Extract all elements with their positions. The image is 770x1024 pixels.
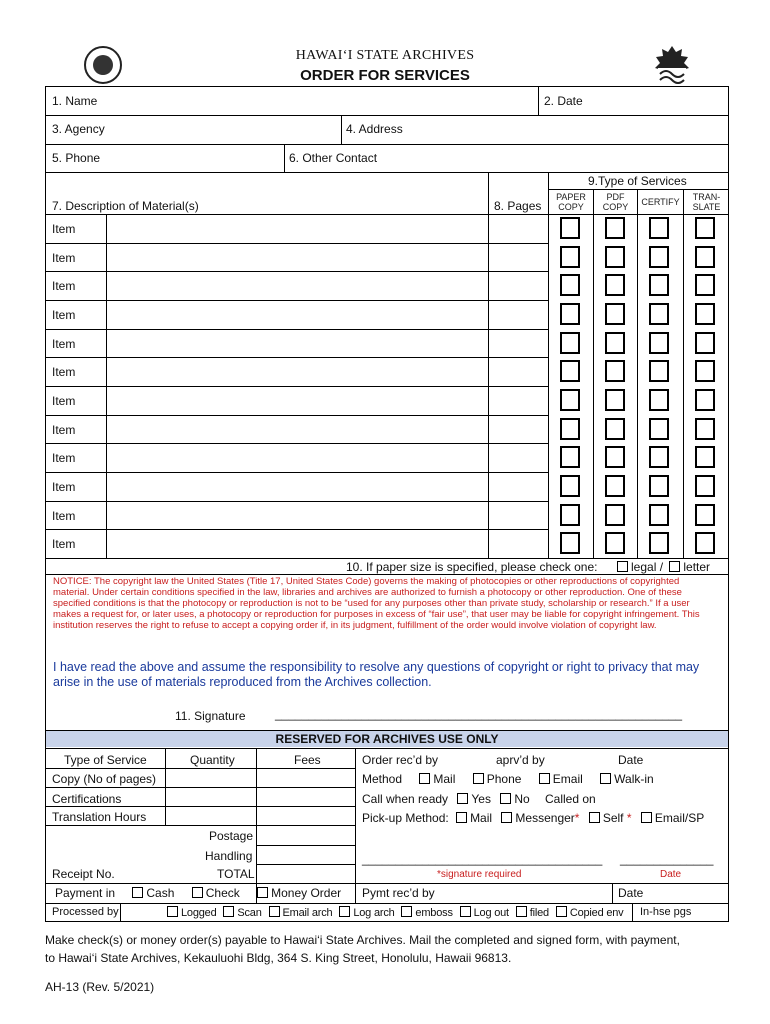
- certify-box[interactable]: [649, 246, 669, 268]
- certify-box[interactable]: [649, 303, 669, 325]
- phone-label: 5. Phone: [52, 151, 101, 165]
- legal-label: legal /: [631, 560, 664, 574]
- translate-box[interactable]: [695, 274, 715, 296]
- item-pages-field[interactable]: [490, 474, 546, 499]
- translate-box[interactable]: [695, 303, 715, 325]
- certify-box[interactable]: [649, 360, 669, 382]
- processing-steps: [167, 906, 623, 919]
- date-field[interactable]: [590, 88, 720, 113]
- method-email-checkbox[interactable]: [539, 773, 550, 784]
- item-pages-field[interactable]: [490, 503, 546, 528]
- item-description-field[interactable]: [108, 302, 486, 327]
- acknowledgement-text: I have read the above and assume the responsibility to resolve any questions of copyright or right to privacy that may arise in the use of materials reproduced from the Archives collection.: [53, 660, 700, 689]
- signature-line[interactable]: _____________________________________________________________: [275, 707, 683, 721]
- item-pages-field[interactable]: [490, 445, 546, 470]
- item-pages-field[interactable]: [490, 273, 546, 298]
- call-no-label: No: [514, 792, 530, 806]
- agency-label: 3. Agency: [52, 122, 105, 136]
- pickup-emailsp-label: Email/SP: [654, 811, 705, 825]
- pickup-date-line[interactable]: ______________: [620, 852, 714, 866]
- item-description-field[interactable]: [108, 388, 486, 413]
- paper-copy-box[interactable]: [560, 389, 580, 411]
- logged-label: Logged: [181, 907, 217, 919]
- item-label: Item: [52, 279, 76, 293]
- certify-box[interactable]: [649, 217, 669, 239]
- other-contact-field[interactable]: [390, 146, 722, 170]
- payment-in-label: Payment in: [55, 886, 116, 900]
- pdf-copy-box[interactable]: [605, 389, 625, 411]
- certify-header: CERTIFY: [641, 197, 680, 207]
- copy-pages-label: Copy (No of pages): [52, 772, 157, 786]
- paper-copy-box[interactable]: [560, 418, 580, 440]
- pdf-copy-box[interactable]: [605, 360, 625, 382]
- total-label: TOTAL: [217, 867, 255, 881]
- certify-box[interactable]: [649, 532, 669, 554]
- payment-row: [55, 886, 341, 900]
- pickup-signature-line[interactable]: ____________________________________: [362, 852, 603, 866]
- item-label: Item: [52, 251, 76, 265]
- date-label: 2. Date: [544, 94, 583, 108]
- paper-copy-box[interactable]: [560, 360, 580, 382]
- pickup-method-label: Pick-up Method:: [362, 811, 449, 825]
- log-out-checkbox[interactable]: [460, 906, 471, 917]
- item-label: Item: [52, 537, 76, 551]
- item-description-field[interactable]: [108, 245, 486, 270]
- letter-label: letter: [683, 560, 711, 574]
- translate-box[interactable]: [695, 475, 715, 497]
- form-id: AH-13 (Rev. 5/2021): [45, 980, 155, 994]
- pdf-copy-box[interactable]: [605, 274, 625, 296]
- translate-box[interactable]: [695, 532, 715, 554]
- item-label: Item: [52, 337, 76, 351]
- certify-box[interactable]: [649, 274, 669, 296]
- type-of-services-label: 9.Type of Services: [588, 174, 687, 188]
- translate-box[interactable]: [695, 360, 715, 382]
- emboss-checkbox[interactable]: [401, 906, 412, 917]
- pickup-messenger-label: Messenger: [515, 811, 575, 825]
- letter-checkbox[interactable]: [669, 561, 680, 572]
- money-order-label: Money Order: [271, 886, 342, 900]
- pdf-copy-box[interactable]: [605, 303, 625, 325]
- call-row: [362, 792, 596, 806]
- copied-env-checkbox[interactable]: [556, 906, 567, 917]
- item-pages-field[interactable]: [490, 302, 546, 327]
- pickup-emailsp-checkbox[interactable]: [641, 812, 652, 823]
- certify-box[interactable]: [649, 446, 669, 468]
- item-pages-field[interactable]: [490, 245, 546, 270]
- description-label: 7. Description of Material(s): [52, 199, 199, 213]
- address-field[interactable]: [412, 117, 722, 142]
- item-description-field[interactable]: [108, 331, 486, 356]
- inhse-pages-label: In-hse pgs: [640, 906, 692, 918]
- paper-copy-box[interactable]: [560, 274, 580, 296]
- call-yes-checkbox[interactable]: [457, 793, 468, 804]
- payment-instructions-line1: Make check(s) or money order(s) payable to Hawai‘i State Archives. Mail the completed and signed form, with payment,: [45, 933, 680, 947]
- paper-copy-box[interactable]: [560, 332, 580, 354]
- translate-box[interactable]: [695, 389, 715, 411]
- messenger-asterisk: *: [574, 811, 580, 825]
- item-label: Item: [52, 480, 76, 494]
- cash-label: Cash: [146, 886, 175, 900]
- pickup-mail-label: Mail: [470, 811, 493, 825]
- log-arch-checkbox[interactable]: [339, 906, 350, 917]
- filed-checkbox[interactable]: [516, 906, 527, 917]
- paper-copy-header: PAPER COPY: [556, 192, 586, 212]
- item-label: Item: [52, 222, 76, 236]
- signature-required-note: *signature required: [437, 869, 522, 880]
- method-row: [362, 772, 654, 786]
- pdf-copy-box[interactable]: [605, 217, 625, 239]
- pdf-copy-box[interactable]: [605, 418, 625, 440]
- item-pages-field[interactable]: [490, 331, 546, 356]
- method-mail-checkbox[interactable]: [419, 773, 430, 784]
- cash-checkbox[interactable]: [132, 887, 143, 898]
- pdf-copy-box[interactable]: [605, 532, 625, 554]
- item-label: Item: [52, 423, 76, 437]
- logged-checkbox[interactable]: [167, 906, 178, 917]
- page-title: ORDER FOR SERVICES: [300, 67, 470, 84]
- email-arch-label: Email arch: [282, 907, 333, 919]
- method-phone-checkbox[interactable]: [473, 773, 484, 784]
- item-label: Item: [52, 394, 76, 408]
- paper-copy-box[interactable]: [560, 303, 580, 325]
- address-label: 4. Address: [346, 122, 403, 136]
- self-asterisk: *: [626, 811, 632, 825]
- paper-copy-box[interactable]: [560, 246, 580, 268]
- name-label: 1. Name: [52, 94, 98, 108]
- method-mail-label: Mail: [433, 772, 456, 786]
- item-description-field[interactable]: [108, 417, 486, 442]
- translate-box[interactable]: [695, 332, 715, 354]
- log-out-label: Log out: [473, 907, 509, 919]
- call-no-checkbox[interactable]: [500, 793, 511, 804]
- item-label: Item: [52, 509, 76, 523]
- email-arch-checkbox[interactable]: [269, 906, 280, 917]
- scan-label: Scan: [237, 907, 262, 919]
- method-walkin-label: Walk-in: [614, 772, 654, 786]
- paper-copy-box[interactable]: [560, 446, 580, 468]
- postage-label: Postage: [209, 829, 254, 843]
- call-yes-label: Yes: [471, 792, 491, 806]
- item-description-field[interactable]: [108, 273, 486, 298]
- legal-checkbox[interactable]: [617, 561, 628, 572]
- item-label: Item: [52, 308, 76, 322]
- method-walkin-checkbox[interactable]: [600, 773, 611, 784]
- item-label: Item: [52, 365, 76, 379]
- item-pages-field[interactable]: [490, 388, 546, 413]
- item-description-field[interactable]: [108, 216, 486, 241]
- check-checkbox[interactable]: [192, 887, 203, 898]
- certify-box[interactable]: [649, 504, 669, 526]
- pickup-self-checkbox[interactable]: [589, 812, 600, 823]
- pdf-copy-box[interactable]: [605, 446, 625, 468]
- quantity-header: Quantity: [190, 753, 235, 767]
- translate-box[interactable]: [695, 217, 715, 239]
- translate-box[interactable]: [695, 446, 715, 468]
- translation-hours-label: Translation Hours: [52, 810, 147, 824]
- agency-title: HAWAI‘I STATE ARCHIVES: [295, 48, 475, 63]
- method-label: Method: [362, 772, 403, 786]
- paper-copy-box[interactable]: [560, 475, 580, 497]
- log-arch-label: Log arch: [353, 907, 395, 919]
- paper-copy-box[interactable]: [560, 217, 580, 239]
- phone-field[interactable]: [110, 146, 280, 170]
- scan-checkbox[interactable]: [223, 906, 234, 917]
- item-description-field[interactable]: [108, 474, 486, 499]
- paper-copy-box[interactable]: [560, 504, 580, 526]
- pickup-self-label: Self: [602, 811, 624, 825]
- item-description-field[interactable]: [108, 531, 486, 556]
- certify-box[interactable]: [649, 332, 669, 354]
- translate-box[interactable]: [695, 504, 715, 526]
- pymt-date-label: Date: [618, 886, 644, 900]
- pickup-date-caption: Date: [660, 869, 682, 880]
- signature-label: 11. Signature: [175, 709, 246, 723]
- other-contact-label: 6. Other Contact: [289, 151, 378, 165]
- order-recd-label: Order rec’d by: [362, 753, 439, 767]
- item-pages-field[interactable]: [490, 531, 546, 556]
- pdf-copy-box[interactable]: [605, 475, 625, 497]
- item-pages-field[interactable]: [490, 216, 546, 241]
- payment-instructions-line2: to Hawai‘i State Archives, Kekauluohi Bldg, 364 S. King Street, Honolulu, Hawaii 96813.: [45, 951, 512, 965]
- paper-size-options: [617, 560, 710, 574]
- certify-box[interactable]: [649, 475, 669, 497]
- paper-size-question: 10. If paper size is specified, please check one:: [346, 560, 598, 574]
- translate-box[interactable]: [695, 246, 715, 268]
- name-field[interactable]: [120, 88, 530, 113]
- date-label-reserved: Date: [618, 753, 644, 767]
- pymt-recd-label: Pymt rec’d by: [362, 886, 435, 900]
- pdf-copy-box[interactable]: [605, 332, 625, 354]
- item-pages-field[interactable]: [490, 359, 546, 384]
- copyright-notice: NOTICE: The copyright law the United States (Title 17, United States Code) governs the making of photocopies or other reproductions of copyrighted material. Under certain conditions specified in the law, libraries and archives are authorized to furnish a photocopy or other reproduction. One of these specified conditions is that the photocopy or reproduction is not to be “used for any purposes other than private study, scholarship or research.” If a user makes a request for, or later uses, a photocopy or reproduction for purposes in excess of “fair use”, that user may be liable for copyright infringement. This institution reserves the right to refuse to accept a copying order if, in its judgment, fulfillment of the order would involve violation of copyright law.: [53, 576, 700, 631]
- method-phone-label: Phone: [486, 772, 522, 786]
- agency-field[interactable]: [120, 117, 335, 142]
- pickup-messenger-checkbox[interactable]: [501, 812, 512, 823]
- pdf-copy-box[interactable]: [605, 504, 625, 526]
- item-description-field[interactable]: [108, 503, 486, 528]
- copied-env-label: Copied env: [569, 907, 624, 919]
- pdf-copy-box[interactable]: [605, 246, 625, 268]
- emboss-label: emboss: [415, 907, 453, 919]
- certifications-label: Certifications: [52, 792, 122, 806]
- filed-label: filed: [529, 907, 549, 919]
- pdf-copy-header: PDF COPY: [602, 192, 629, 212]
- pickup-mail-checkbox[interactable]: [456, 812, 467, 823]
- called-on-label: Called on: [545, 792, 596, 806]
- item-pages-field[interactable]: [490, 417, 546, 442]
- translate-header: TRAN- SLATE: [692, 192, 721, 212]
- aprvd-label: aprv’d by: [496, 753, 545, 767]
- method-email-label: Email: [552, 772, 583, 786]
- fees-header: Fees: [294, 753, 321, 767]
- certify-box[interactable]: [649, 418, 669, 440]
- receipt-no-label: Receipt No.: [52, 867, 115, 881]
- money-order-checkbox[interactable]: [257, 887, 268, 898]
- translate-box[interactable]: [695, 418, 715, 440]
- type-of-service-header: Type of Service: [64, 753, 147, 767]
- check-label: Check: [205, 886, 240, 900]
- certify-box[interactable]: [649, 389, 669, 411]
- item-description-field[interactable]: [108, 359, 486, 384]
- item-label: Item: [52, 451, 76, 465]
- processed-by-label: Processed by: [52, 906, 119, 918]
- handling-label: Handling: [205, 849, 253, 863]
- pickup-row: [362, 811, 704, 825]
- call-when-ready-label: Call when ready: [362, 792, 449, 806]
- reserved-banner: RESERVED FOR ARCHIVES USE ONLY: [46, 731, 728, 747]
- pages-label: 8. Pages: [494, 199, 542, 213]
- item-description-field[interactable]: [108, 445, 486, 470]
- paper-copy-box[interactable]: [560, 532, 580, 554]
